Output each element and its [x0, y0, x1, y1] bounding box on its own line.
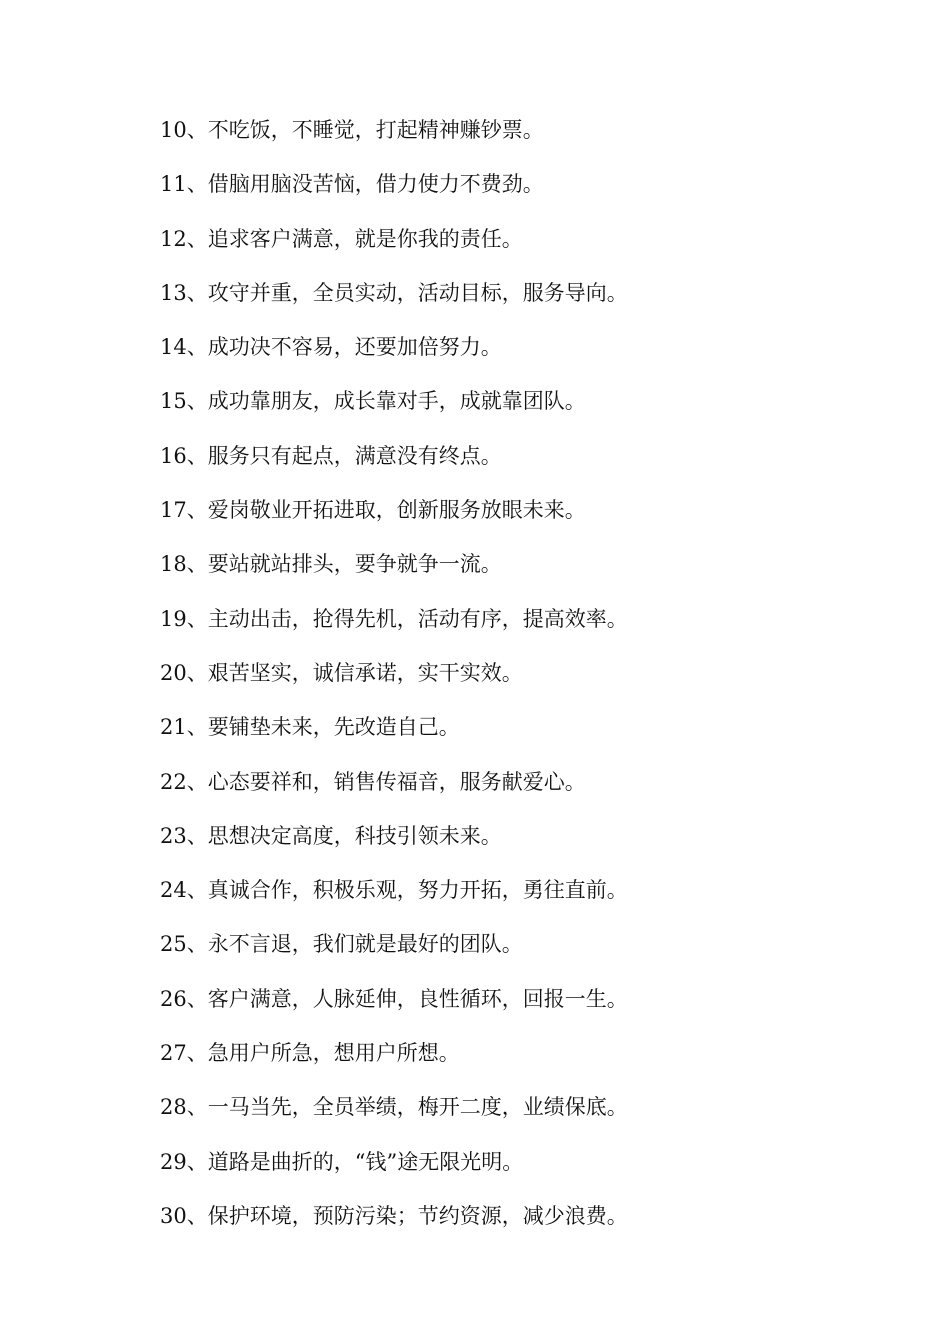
item-text: 客户满意，人脉延伸，良性循环，回报一生。 — [207, 986, 628, 1011]
list-item — [160, 1146, 628, 1200]
item-number: 18、 — [160, 552, 208, 577]
item-text: 要铺垫未来，先改造自己。 — [207, 715, 460, 740]
item-number: 17、 — [160, 498, 208, 523]
item-number: 14、 — [160, 335, 208, 360]
item-number: 21、 — [160, 715, 208, 740]
item-number: 26、 — [160, 986, 208, 1011]
item-text: 真诚合作，积极乐观，努力开拓，勇往直前。 — [207, 878, 628, 903]
list-item — [160, 114, 628, 168]
list-item — [160, 385, 628, 439]
item-number: 25、 — [160, 932, 208, 957]
list-item — [160, 820, 628, 874]
item-number: 24、 — [160, 878, 208, 903]
item-number: 29、 — [160, 1149, 208, 1174]
item-text: 借脑用脑没苦恼，借力使力不费劲。 — [207, 172, 544, 197]
list-item — [160, 331, 628, 385]
list-item — [160, 928, 628, 982]
item-text: 追求客户满意，就是你我的责任。 — [207, 226, 523, 251]
item-text: 心态要祥和，销售传福音，服务献爱心。 — [207, 769, 586, 794]
item-text: 服务只有起点，满意没有终点。 — [207, 443, 502, 468]
item-number: 13、 — [160, 280, 208, 305]
item-number: 10、 — [160, 118, 208, 142]
item-number: 28、 — [160, 1095, 208, 1120]
item-text: 艰苦坚实，诚信承诺，实干实效。 — [207, 660, 523, 685]
item-number: 23、 — [160, 823, 208, 848]
list-item — [160, 277, 628, 331]
item-number: 27、 — [160, 1041, 208, 1066]
list-item — [160, 223, 628, 277]
list-item — [160, 711, 628, 765]
list-item — [160, 874, 628, 928]
list-item — [160, 1091, 628, 1145]
list-item — [160, 494, 628, 548]
item-text: 保护环境，预防污染；节约资源，减少浪费。 — [207, 1203, 628, 1228]
list-item — [160, 1037, 628, 1091]
list-item — [160, 603, 628, 657]
slogan-list — [160, 114, 628, 1254]
item-text: 不吃饭，不睡觉，打起精神赚钞票。 — [207, 118, 544, 142]
item-number: 22、 — [160, 769, 208, 794]
list-item — [160, 766, 628, 820]
item-number: 15、 — [160, 389, 208, 414]
item-number: 11、 — [160, 172, 208, 197]
list-item — [160, 168, 628, 222]
list-item — [160, 548, 628, 602]
item-text: 一马当先，全员举绩，梅开二度，业绩保底。 — [207, 1095, 628, 1120]
item-number: 20、 — [160, 660, 208, 685]
item-text: 急用户所急，想用户所想。 — [207, 1041, 460, 1066]
item-text: 成功靠朋友，成长靠对手，成就靠团队。 — [207, 389, 586, 414]
item-number: 19、 — [160, 606, 208, 631]
item-text: 道路是曲折的，“钱”途无限光明。 — [207, 1149, 524, 1174]
item-number: 16、 — [160, 443, 208, 468]
list-item — [160, 1200, 628, 1254]
list-item — [160, 657, 628, 711]
item-text: 主动出击，抢得先机，活动有序，提高效率。 — [207, 606, 628, 631]
item-text: 攻守并重，全员实动，活动目标，服务导向。 — [207, 280, 628, 305]
list-item — [160, 983, 628, 1037]
list-item — [160, 440, 628, 494]
item-text: 成功决不容易，还要加倍努力。 — [207, 335, 502, 360]
item-text: 要站就站排头，要争就争一流。 — [207, 552, 502, 577]
item-text: 爱岗敬业开拓进取，创新服务放眼未来。 — [207, 498, 586, 523]
item-number: 30、 — [160, 1203, 208, 1228]
item-text: 永不言退，我们就是最好的团队。 — [207, 932, 523, 957]
item-text: 思想决定高度，科技引领未来。 — [207, 823, 502, 848]
item-number: 12、 — [160, 226, 208, 251]
